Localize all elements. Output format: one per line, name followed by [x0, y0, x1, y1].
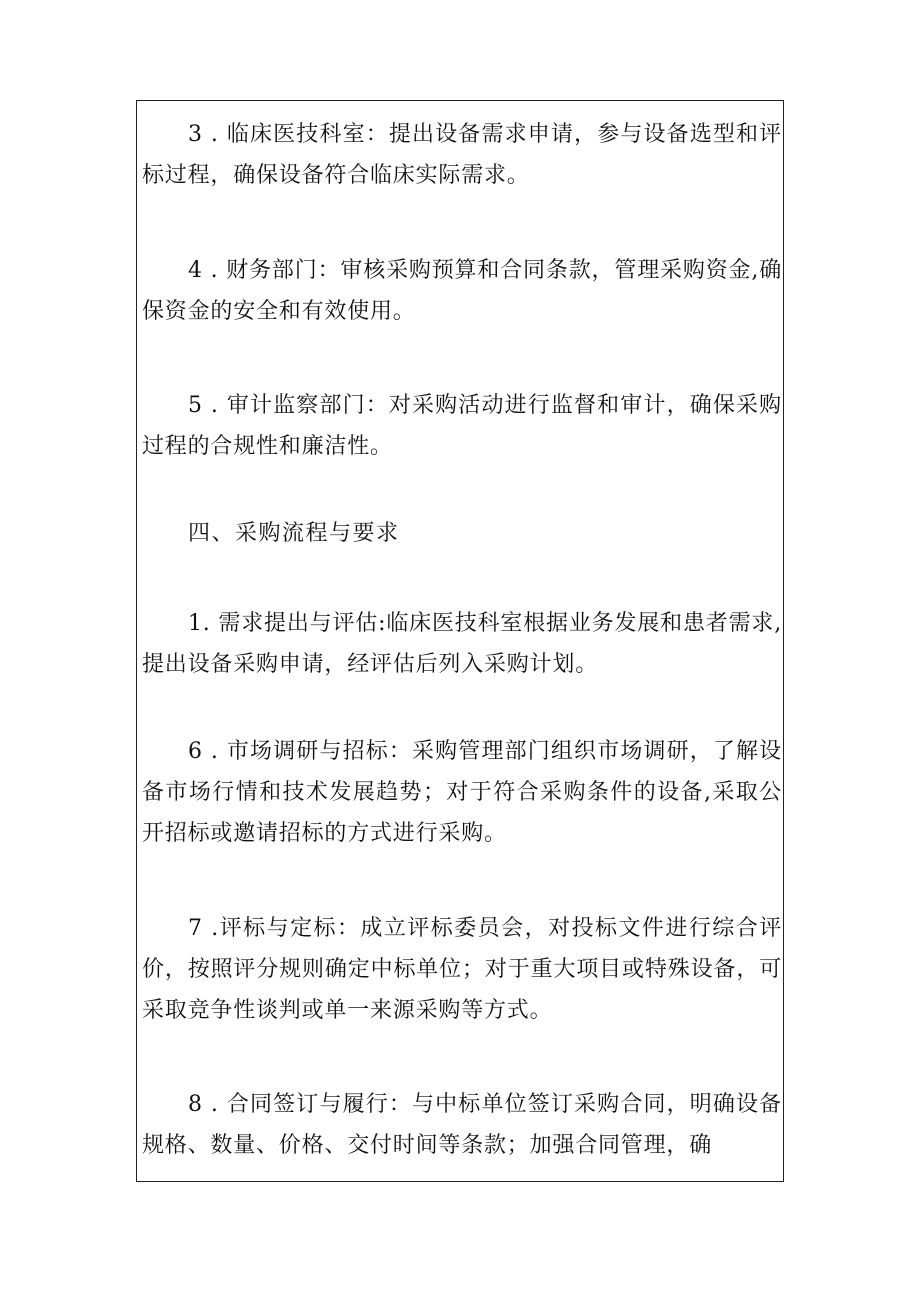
- paragraph-bid-evaluation: 7 .评标与定标：成立评标委员会，对投标文件进行综合评价，按照评分规则确定中标单位；对于重大项目或特殊设备，可采取竞争性谈判或单一来源采购等方式。: [142, 916, 782, 1023]
- paragraph-needs-assessment: 1. 需求提出与评估:临床医技科室根据业务发展和患者需求,提出设备采购申请，经评估后列入采购计划。: [142, 611, 782, 677]
- paragraph-audit-department: 5 . 审计监察部门：对采购活动进行监督和审计，确保采购过程的合规性和廉洁性。: [142, 393, 782, 459]
- paragraph-finance-department: 4 . 财务部门：审核采购预算和合同条款，管理采购资金,确保资金的安全和有效使用。: [142, 258, 782, 324]
- paragraph-market-research: 6 . 市场调研与招标：采购管理部门组织市场调研，了解设备市场行情和技术发展趋势；对于符合采购条件的设备,采取公开招标或邀请招标的方式进行采购。: [142, 739, 782, 846]
- paragraph-contract-signing: 8 . 合同签订与履行：与中标单位签订采购合同，明确设备规格、数量、价格、交付时间等条款；加强合同管理，确: [142, 1092, 782, 1158]
- section-heading-procurement-process: 四、采购流程与要求: [188, 521, 400, 546]
- paragraph-clinical-departments: 3 . 临床医技科室：提出设备需求申请，参与设备选型和评标过程，确保设备符合临床实际需求。: [142, 122, 782, 188]
